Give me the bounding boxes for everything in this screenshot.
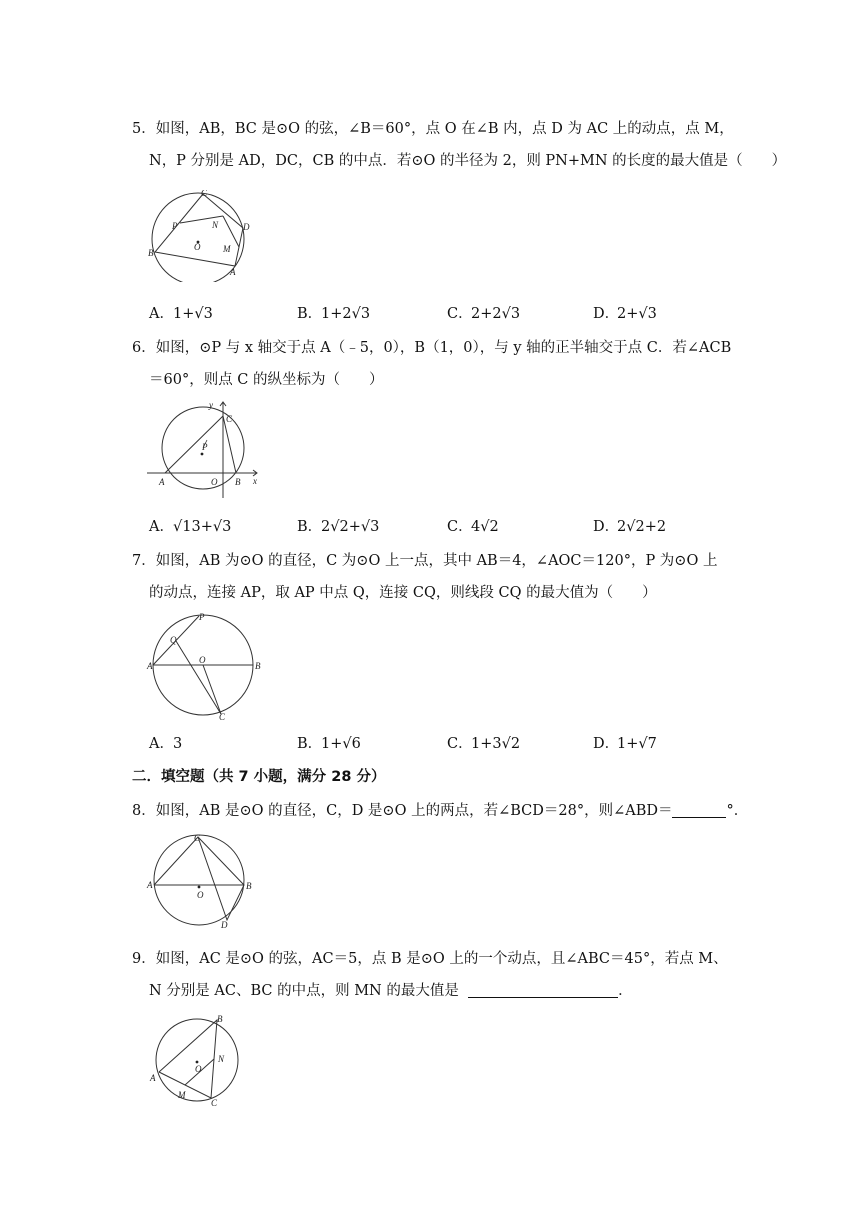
q7-option-c-value: 1+3√2 [471,736,521,752]
answer-blank-9[interactable] [468,981,618,998]
q8-label-b: B [246,881,252,891]
q5-label-o: O [194,242,201,252]
question-7-line-2: 的动点，连接 AP，取 AP 中点 Q，连接 CQ，则线段 CQ 的最大值为（ ） [149,585,657,601]
question-7-line-1: 7．如图，AB 为⊙O 的直径，C 为⊙O 上一点，其中 AB＝4，∠AOC＝120°，P 为⊙O 上 [132,553,718,569]
question-7 [132,545,752,609]
q7-label-o: O [199,655,206,665]
q7-label-c: C [219,712,226,722]
question-5-options [149,302,749,326]
section-title: 二．填空题（共 7 小题，满分 28 分） [132,769,386,785]
q7-option-c: C．1+3√2 [447,736,521,752]
q7-option-a: A．3 [149,736,183,752]
q6-option-c: C．4√2 [447,519,499,535]
q8-label-d: D [221,920,228,930]
question-9-line-2 [132,975,752,1007]
q7-option-b-value: 1+√6 [321,736,361,752]
q9-label-c: C [211,1098,218,1108]
answer-blank-8[interactable] [672,801,726,818]
question-6-options [149,515,749,539]
question-8-figure [145,830,257,930]
q5-option-a-value: 1+√3 [173,306,213,322]
question-9-suffix: ． [618,983,633,999]
q6-label-p: P [202,442,208,452]
q6-option-a: A．√13+√3 [149,519,232,535]
q5-label-m: M [223,244,231,254]
q6-option-b: B．2√2+√3 [297,519,380,535]
q6-option-d: D．2√2+2 [593,519,667,535]
q7-label-q: Q [170,635,177,645]
q5-option-b-value: 1+2√3 [321,306,371,322]
q6-label-b: B [235,477,241,487]
q9-label-b: B [217,1014,223,1024]
q9-label-m: M [178,1090,186,1100]
q5-label-c: C [201,190,208,198]
q7-label-p: P [199,612,205,622]
q9-label-o: O [195,1064,202,1074]
q8-label-a: A [147,880,153,890]
q5-label-b: B [148,248,154,258]
question-7-figure [145,610,270,722]
q6-option-d-value: 2√2+2 [617,519,667,535]
q9-label-a: A [150,1073,156,1083]
q7-option-a-value: 3 [173,736,183,752]
question-9 [132,943,752,1007]
q5-label-a: A [230,267,236,277]
question-5-figure [145,190,255,282]
question-9-line-1: 9．如图，AC 是⊙O 的弦，AC＝5，点 B 是⊙O 上的一个动点，且∠ABC＝45°，若点 M、 [132,951,728,967]
q6-label-o: O [211,477,218,487]
q5-option-c: C．2+2√3 [447,306,521,322]
q6-option-c-value: 4√2 [471,519,499,535]
question-6 [132,332,752,396]
question-6-line-1: 6．如图，⊙P 与 x 轴交于点 A（﹣5，0），B（1，0），与 y 轴的正半轴交于点 C．若∠ACB [132,340,732,356]
q7-option-d-value: 1+√7 [617,736,657,752]
q5-label-d: D [243,222,250,232]
q6-label-x: x [253,476,257,486]
q7-label-a: A [147,661,153,671]
question-5-line-1: 5．如图，AB，BC 是⊙O 的弦，∠B＝60°，点 O 在∠B 内，点 D 为 AC 上的动点，点 M， [132,121,734,137]
q7-option-d: D．1+√7 [593,736,657,752]
question-6-line-2: ＝60°，则点 C 的纵坐标为（ ） [149,372,384,388]
q5-option-d-value: 2+√3 [617,306,657,322]
question-9-figure [145,1012,245,1110]
q8-label-c: C [194,833,201,843]
q6-label-a: A [159,477,165,487]
question-7-options [149,732,749,756]
q5-label-n: N [212,220,219,230]
question-8-line-1 [132,795,752,827]
question-9-text: N 分别是 AC、BC 的中点，则 MN 的最大值是 [149,983,459,999]
q9-label-n: N [218,1054,225,1064]
question-8-text: 8．如图，AB 是⊙O 的直径，C，D 是⊙O 上的两点，若∠BCD＝28°，则∠ABD＝ [132,803,673,819]
q6-label-c: C [226,414,233,424]
q5-option-a: A．1+√3 [149,306,213,322]
question-6-figure [145,398,265,498]
q8-label-o: O [197,890,204,900]
q5-label-p: P [172,221,178,231]
q7-label-b: B [255,661,261,671]
question-5-line-2: N，P 分别是 AD，DC，CB 的中点．若⊙O 的半径为 2，则 PN+MN 的长度的最大值是（ ） [149,153,787,169]
q5-option-c-value: 2+2√3 [471,306,521,322]
q5-option-d: D．2+√3 [593,306,657,322]
question-5 [132,113,787,177]
q6-option-b-value: 2√2+√3 [321,519,380,535]
q6-option-a-value: √13+√3 [173,519,232,535]
q7-option-b: B．1+√6 [297,736,361,752]
question-8-suffix: °． [726,803,749,819]
question-8 [132,795,752,827]
q5-option-b: B．1+2√3 [297,306,371,322]
q6-label-y: y [209,400,213,410]
